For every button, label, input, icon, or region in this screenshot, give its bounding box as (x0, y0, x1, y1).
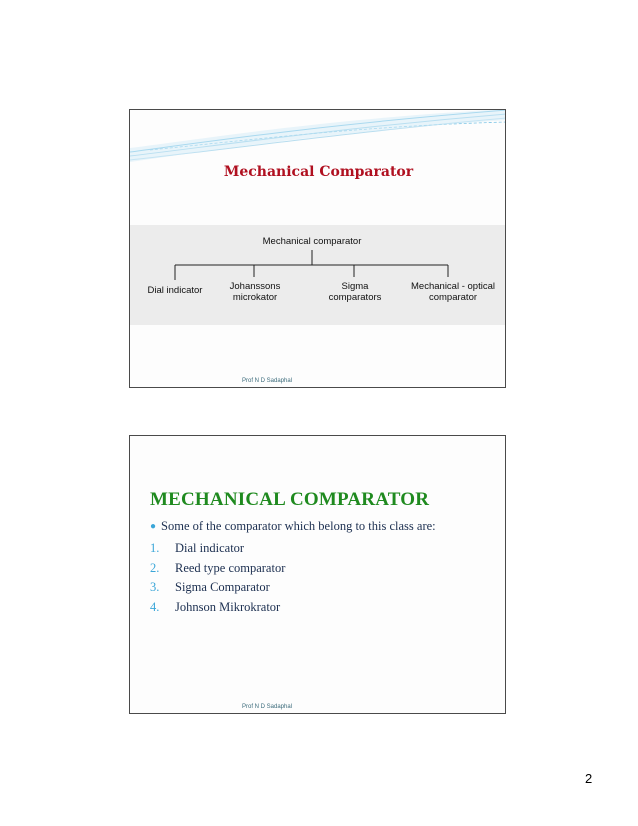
list-item-text: Reed type comparator (175, 560, 286, 575)
list-item-number: 1. (150, 541, 160, 555)
list-item (150, 539, 285, 559)
diagram-child-dial-indicator: Dial indicator (147, 285, 203, 296)
page-number: 2 (585, 771, 593, 786)
list-item (150, 578, 285, 598)
slide-2 (129, 435, 506, 714)
list-item-number: 4. (150, 599, 160, 614)
slide-2-footer: Prof N D Sadaphal (242, 704, 293, 710)
diagram-child-sigma-comparators: Sigma comparators (328, 281, 382, 303)
diagram-child-mechanical-optical-comparator: Mechanical - optical comparator (411, 281, 495, 303)
slide-1-title: Mechanical Comparator (223, 164, 414, 180)
diagram-root-label: Mechanical comparator (262, 236, 362, 247)
slide-2-intro (150, 519, 436, 534)
slide-1-footer: Prof N D Sadaphal (242, 378, 293, 384)
list-item (150, 559, 285, 579)
diagram-child-johanssons-microkator: Johanssons microkator (229, 281, 281, 303)
list-item (150, 598, 285, 618)
list-item-text: Sigma Comparator (175, 580, 270, 594)
intro-text: Some of the comparator which belong to this class are: (161, 519, 436, 533)
slide-1 (129, 109, 506, 388)
comparator-list (150, 539, 285, 617)
slide-2-title: MECHANICAL COMPARATOR (150, 489, 430, 510)
comparator-tree-diagram (130, 225, 506, 325)
list-item-text: Johnson Mikrokrator (175, 599, 281, 614)
list-item-number: 3. (150, 580, 160, 594)
list-item-text: Dial indicator (175, 541, 245, 555)
list-item-number: 2. (150, 560, 160, 575)
bullet-icon: ● (150, 521, 157, 532)
